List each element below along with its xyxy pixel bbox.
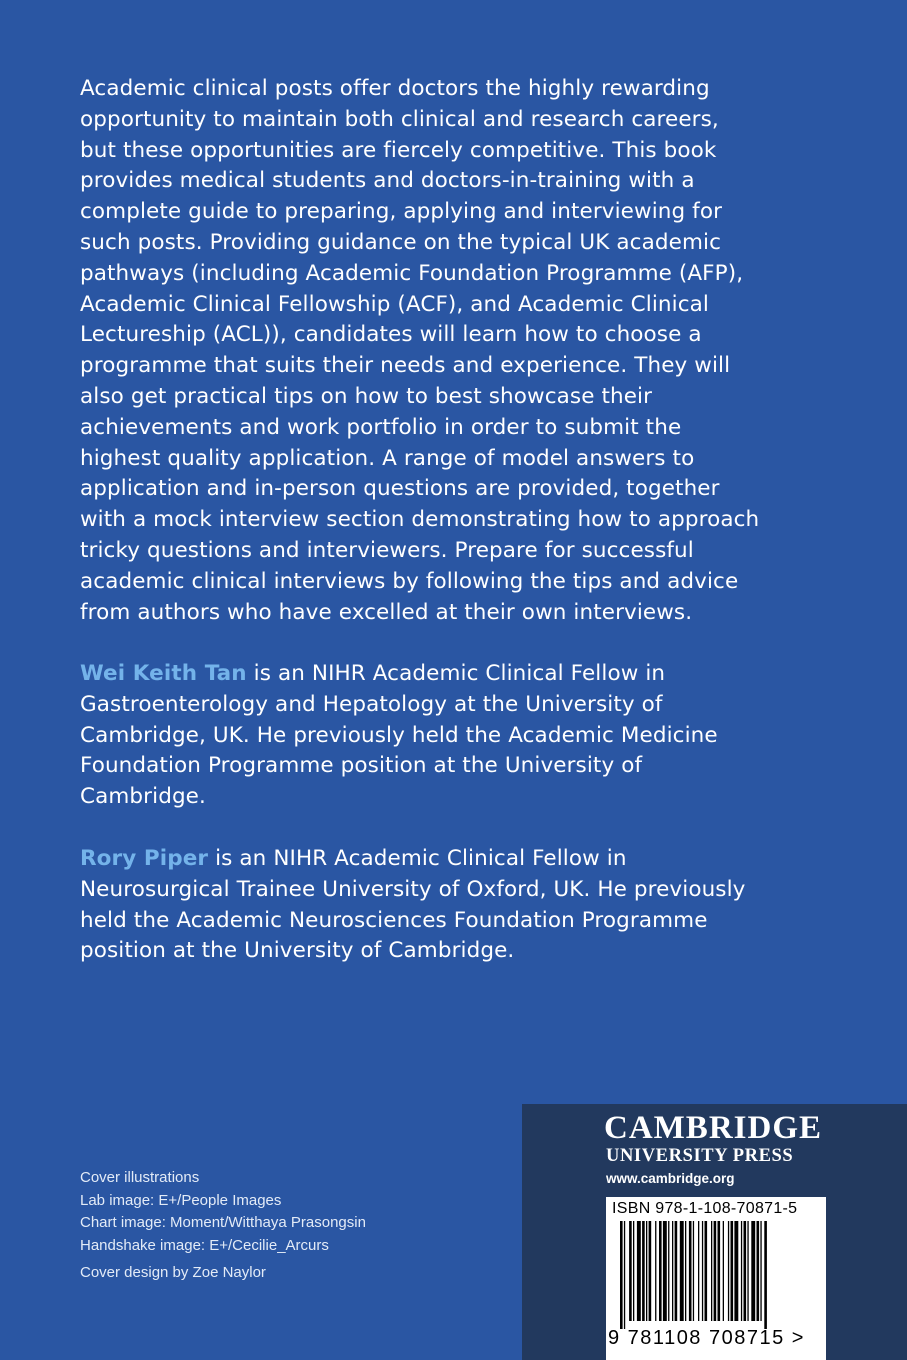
barcode-bar — [698, 1221, 699, 1321]
credit-line: Handshake image: E+/Cecilie_Arcurs — [80, 1236, 329, 1254]
barcode-bar — [663, 1221, 667, 1321]
barcode-bar — [629, 1221, 632, 1321]
author-bio-text-1: is an NIHR Academic Clinical Fellow in Gastroenterology and Hepatology at the University of Cambridge, UK. He previously held the Academic Medicine Foundation Programme position at the University of Cambridge. — [80, 661, 718, 810]
barcode-bar — [672, 1221, 673, 1321]
author-name-2: Rory Piper — [80, 846, 209, 871]
publisher-logo: CAMBRIDGE — [604, 1110, 823, 1146]
author-bio-2 — [80, 844, 760, 967]
barcode-bar — [731, 1221, 734, 1321]
barcode-bar — [723, 1221, 724, 1321]
barcode-icon — [620, 1221, 815, 1329]
barcode-bar — [764, 1221, 767, 1329]
barcode-bar — [751, 1221, 755, 1321]
author-bio-text-2: is an NIHR Academic Clinical Fellow in Neurosurgical Trainee University of Oxford, UK. He previously held the Academic Neurosciences Foundation Programme position at the University of Cambridge. — [80, 846, 746, 964]
isbn-label: ISBN 978-1-108-70871-5 — [612, 1200, 798, 1217]
barcode-bar — [714, 1221, 717, 1321]
barcode-bar — [760, 1221, 761, 1321]
barcode-bar — [757, 1221, 760, 1321]
barcode-digits: 9 781108 708715 > — [608, 1327, 805, 1349]
barcode-bar — [642, 1221, 645, 1321]
publisher-logo-subtitle: UNIVERSITY PRESS — [606, 1146, 794, 1166]
credits-heading: Cover illustrations — [80, 1169, 200, 1186]
publisher-panel — [522, 1104, 907, 1360]
barcode-bar — [633, 1221, 634, 1321]
barcode-bar — [728, 1221, 729, 1321]
barcode-bar — [734, 1221, 738, 1321]
barcode-bar — [711, 1221, 712, 1321]
barcode-bar — [744, 1221, 747, 1321]
barcode-bar — [718, 1221, 721, 1321]
barcode-bar — [659, 1221, 662, 1321]
barcode-bar — [747, 1221, 748, 1321]
barcode-bar — [655, 1221, 656, 1321]
author-bio-1 — [80, 659, 760, 813]
credit-line: Lab image: E+/People Images — [80, 1191, 282, 1209]
barcode-bar — [741, 1221, 742, 1321]
cover-credits — [80, 1167, 366, 1285]
barcode-bar — [693, 1221, 694, 1321]
credit-line: Chart image: Moment/Witthaya Prasongsin — [80, 1214, 366, 1231]
barcode-box — [606, 1197, 826, 1360]
barcode-bar — [689, 1221, 692, 1321]
barcode-bar — [702, 1221, 703, 1321]
barcode-bar — [637, 1221, 641, 1321]
barcode-bar — [624, 1221, 625, 1329]
publisher-website: www.cambridge.org — [606, 1171, 735, 1186]
cover-design-credit: Cover design by Zoe Naylor — [80, 1264, 266, 1281]
barcode-bar — [620, 1221, 623, 1329]
barcode-bar — [705, 1221, 708, 1321]
barcode-bar — [680, 1221, 684, 1321]
barcode-bar — [668, 1221, 669, 1321]
barcode-bar — [646, 1221, 647, 1321]
barcode-bar — [675, 1221, 678, 1321]
barcode-bar — [685, 1221, 686, 1321]
author-name-1: Wei Keith Tan — [80, 661, 247, 686]
barcode-bar — [649, 1221, 652, 1321]
book-description: Academic clinical posts offer doctors the highly rewarding opportunity to maintain both clinical and research careers, but these opportunities are fiercely competitive. This book provides medical students and doctors-in-training with a complete guide to preparing, applying and interviewing for such posts. Providing guidance on the typical UK academic pathways (including Academic Foundation Programme (AFP), Academic Clinical Fellowship (ACF), and Academic Clinical Lectureship (ACL)), candidates will learn how to choose a programme that suits their needs and experience. They will also get practical tips on how to best showcase their achievements and work portfolio in order to submit the highest quality application. A range of model answers to application and in-person questions are provided, together with a mock interview section demonstrating how to approach tricky questions and interviewers. Prepare for successful academic clinical interviews by following the tips and advice from authors who have excelled at their own interviews. — [80, 76, 760, 625]
